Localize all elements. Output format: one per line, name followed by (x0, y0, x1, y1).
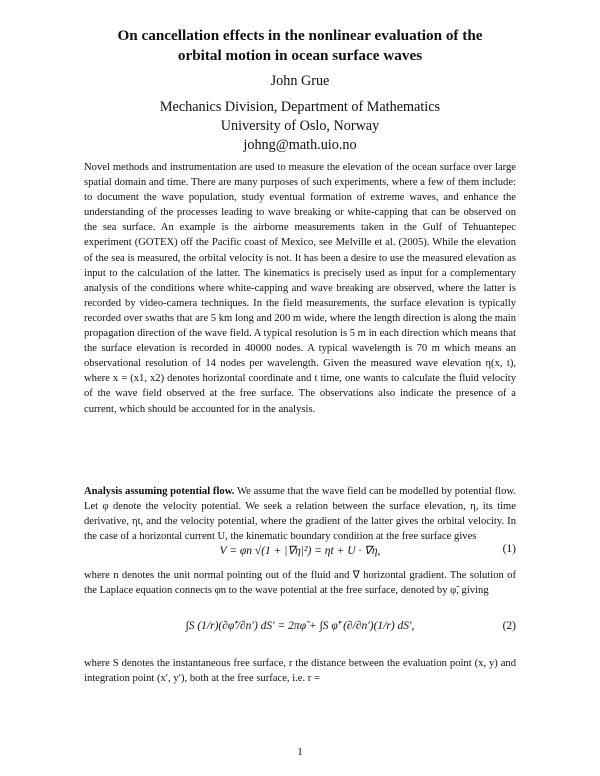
affiliation-department: Mechanics Division, Department of Mathematics (159, 99, 441, 115)
title-line-1: On cancellation effects in the nonlinear evaluation of the (117, 27, 483, 44)
analysis-heading: Analysis assuming potential flow. (84, 486, 235, 497)
author-name: John Grue (270, 73, 330, 89)
analysis-text: We assume that the wave field can be modelled by potential flow. Let φ denote the velocity potential. We seek a relation between the surface elevation, η, its time derivative, ηt, and the velocity potential, where the gradient of the latter gives the orbital velocity. In the case of a horizontal current U, the kinematic boundary condition at the free surface gives (84, 486, 517, 543)
title-line-2: orbital motion in ocean surface waves (177, 47, 423, 64)
equation-2 (84, 618, 516, 644)
analysis-paragraph (84, 484, 516, 544)
affiliation-email: johng@math.uio.no (243, 137, 357, 153)
equation-1-number: (1) (502, 543, 516, 555)
laplace-paragraph: where n denotes the unit normal pointing out of the fluid and ∇ horizontal gradient. The solution of the Laplace equation connects φn to the wave potential at the free surface, denoted by φ̃, giving (84, 570, 516, 597)
equation-2-number: (2) (502, 620, 516, 632)
surface-paragraph: where S denotes the instantaneous free surface, r the distance between the evaluation point (x, y) and integration point (x′, y′), both at the free surface, i.e. r = (84, 658, 516, 685)
page-number: 1 (297, 746, 303, 758)
equation-1 (84, 541, 516, 567)
intro-paragraph: Novel methods and instrumentation are used to measure the elevation of the ocean surface over large spatial domain and time. There are many purposes of such experiments, where a few of them include: to document the wave population, study eventual formation of extreme waves, and enhance the understanding of the processes leading to wave breaking or white-capping that can be observed on the sea surface. An example is the airborne measurements taken in the Gulf of Tehuantepec experiment (GOTEX) off the Pacific coast of Mexico, see Melville et al. (2005). While the elevation of the sea is measured, the orbital velocity is not. It has been a desire to use the measured elevation as input to the calculation of the latter. The kinematics is precisely used as input for a complementary analysis of the conditions where white-capping and wave breaking are observed, where the latter is recorded by video-camera techniques. In the field measurements, the surface elevation is typically recorded over swaths that are 5 km long and 200 m wide, where the length direction is along the main propagation direction of the wave field. A typical resolution is 5 m in each direction which means that the surface elevation is recorded in 40000 nodes. A typical wavelength is 70 m which means an observational resolution of 14 nodes per wavelength. Given the measured wave elevation η(x, t), where x = (x1, x2) denotes horizontal coordinate and t time, one wants to calculate the fluid velocity of the wave field observed at the free surface. The observations also indicate the presence of a current, which should be accounted for in the analysis. (84, 162, 516, 415)
equation-1-expression: V = φn √(1 + |∇η|²) = ηt + U · ∇η, (219, 545, 381, 557)
equation-2-expression: ∫S (1/r)(∂φ̃′/∂n′) dS′ = 2πφ̃ + ∫S φ̃′ (∂/∂n′)(1/r) dS′, (185, 620, 415, 632)
affiliation-university: University of Oslo, Norway (220, 118, 380, 134)
affiliation-block (60, 98, 540, 155)
paper-title (60, 26, 540, 66)
